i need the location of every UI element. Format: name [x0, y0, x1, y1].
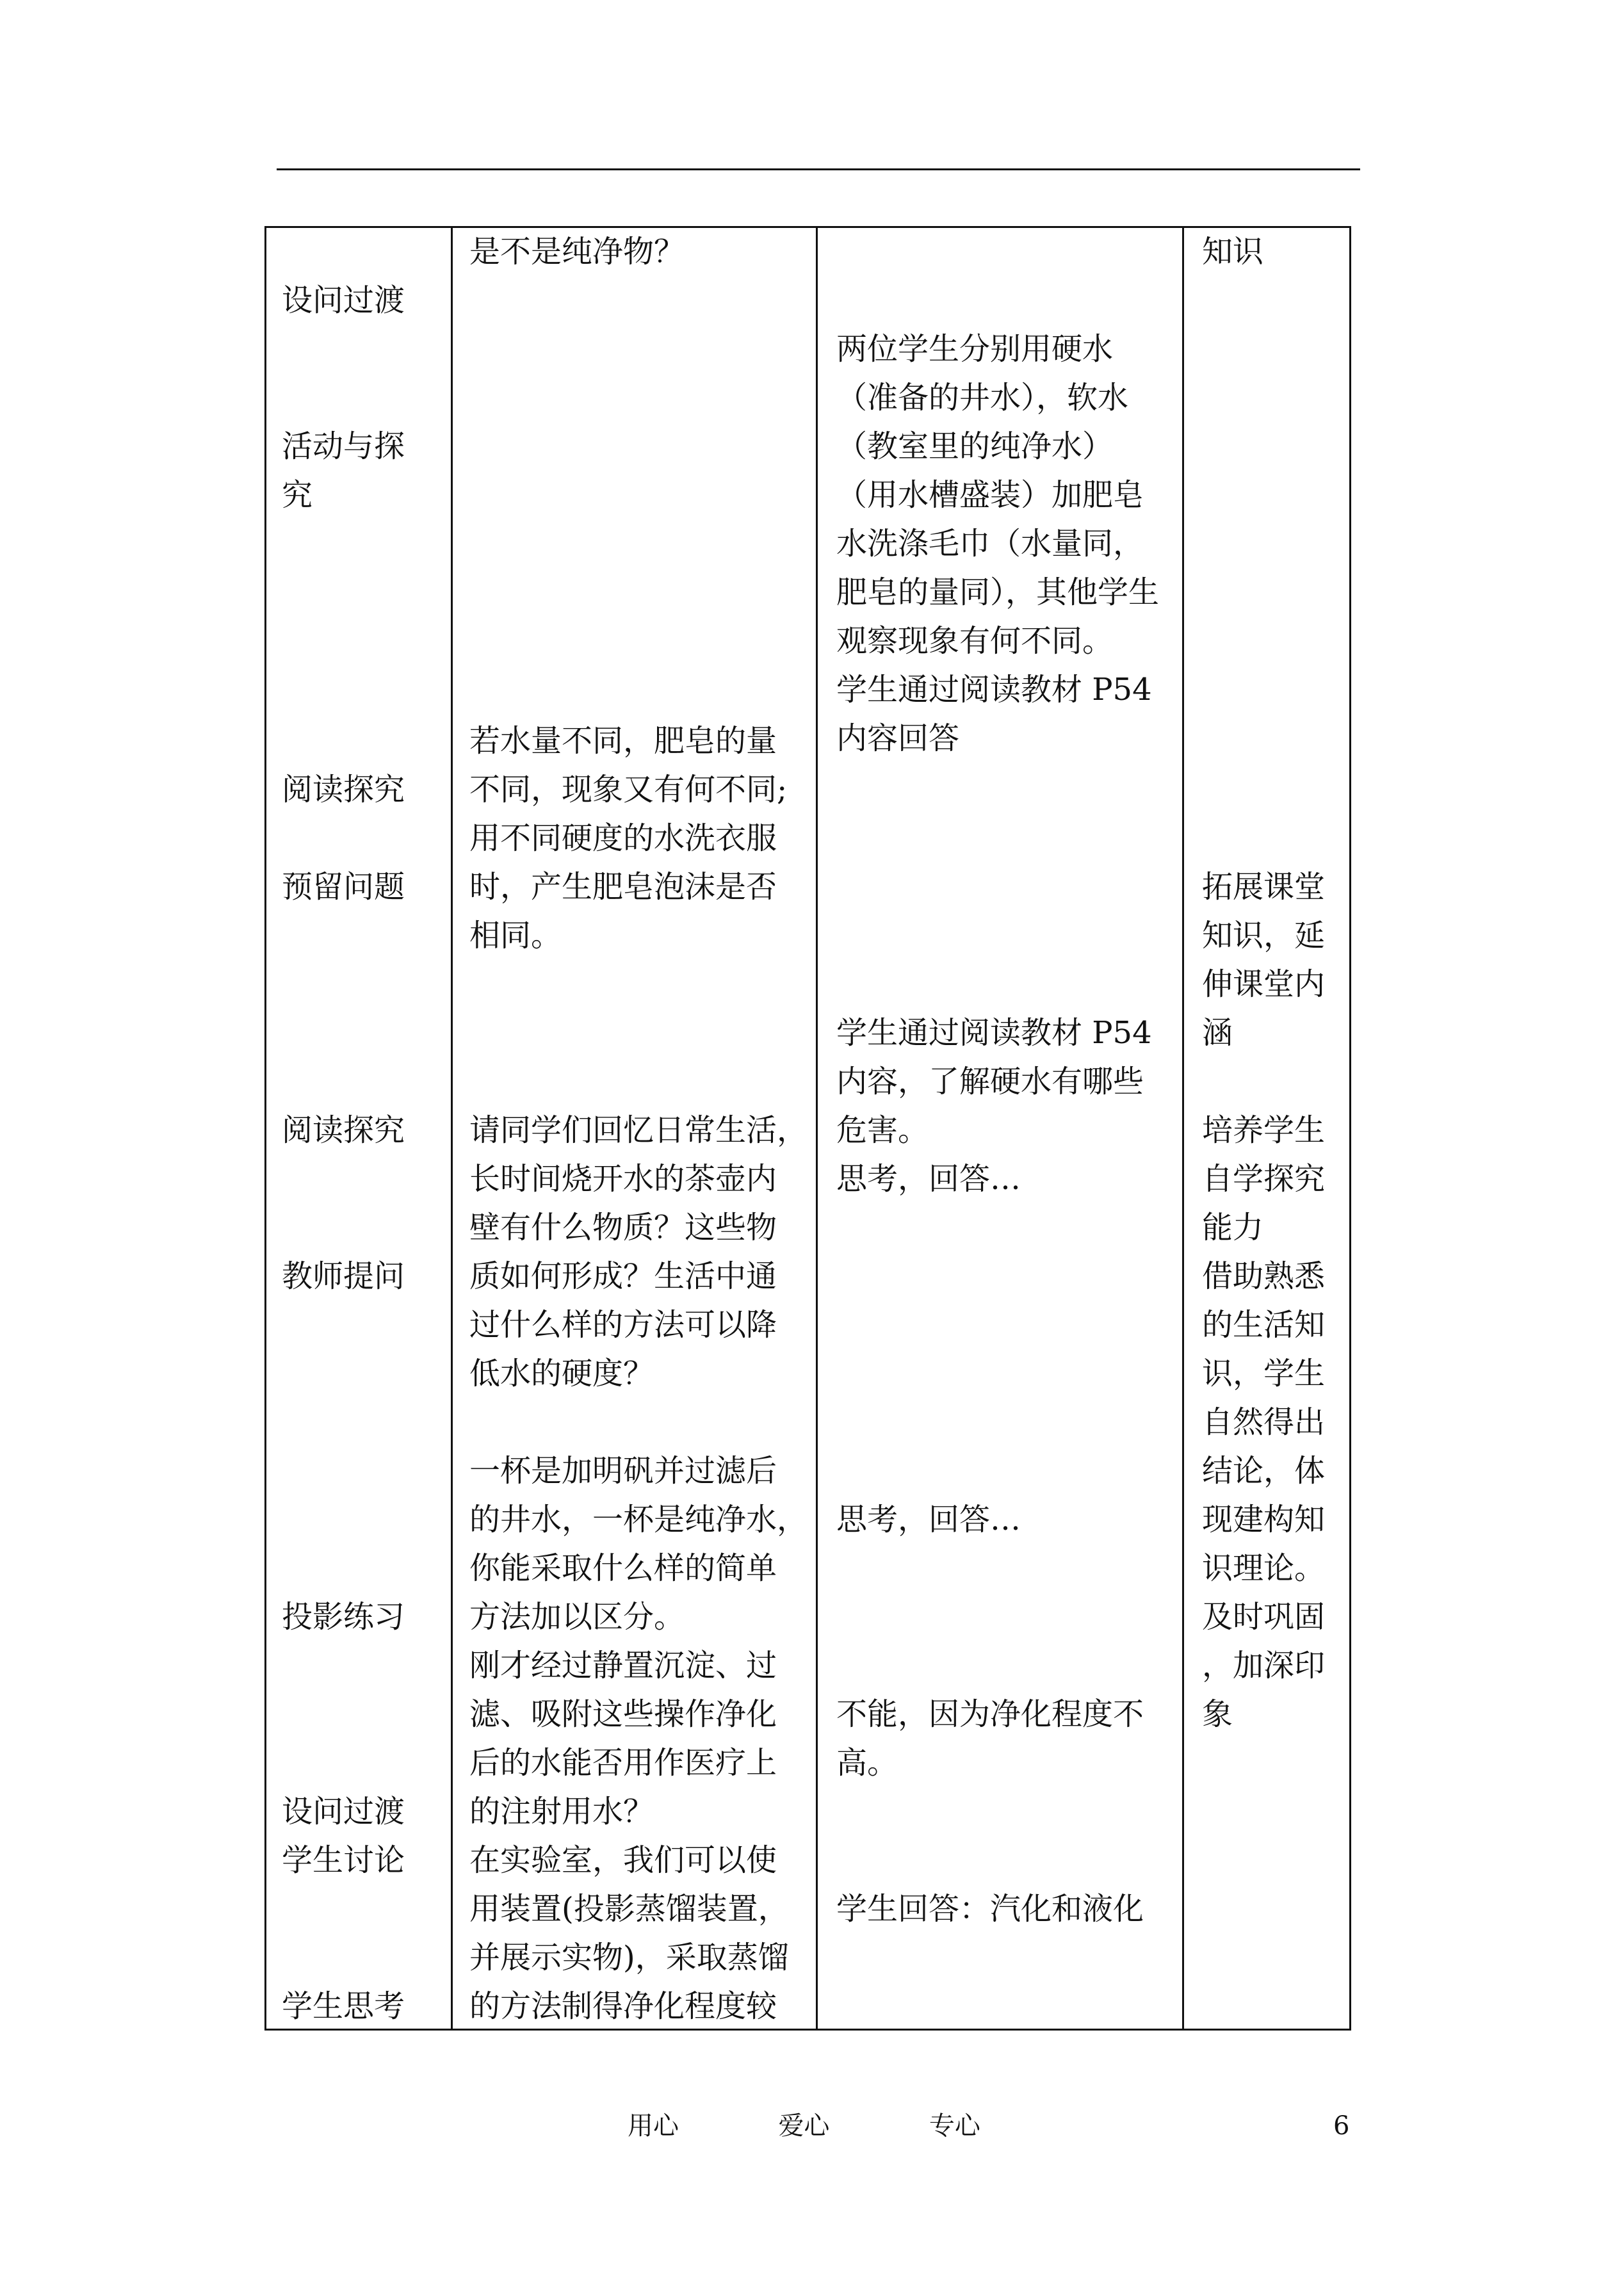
column-divider	[451, 228, 453, 2029]
teacher-text-line: 滤、吸附这些操作净化	[469, 1696, 777, 1732]
student-text-line: 不能，因为净化程度不	[836, 1696, 1144, 1732]
stage-label: 学生讨论	[282, 1842, 405, 1878]
student-text-line: 危害。	[836, 1112, 929, 1148]
intent-text-line: 结论，体	[1202, 1453, 1326, 1489]
teacher-text-line: 一杯是加明矾并过滤后	[469, 1453, 777, 1489]
student-text-line: 水洗涤毛巾（水量同，	[836, 526, 1144, 562]
student-text-line: 肥皂的量同），其他学生	[836, 574, 1160, 610]
teacher-text-line: 方法加以区分。	[469, 1599, 685, 1635]
teacher-text-line: 时，产生肥皂泡沫是否	[469, 869, 777, 905]
teacher-text-line: 在实验室，我们可以使	[469, 1842, 777, 1878]
teacher-text-line: 过什么样的方法可以降	[469, 1307, 777, 1343]
intent-text-line: 识，学生	[1202, 1356, 1326, 1391]
teacher-text-line: 质如何形成？生活中通	[469, 1258, 777, 1294]
teacher-text-line: 你能采取什么样的简单	[469, 1550, 777, 1586]
stage-label: 预留问题	[282, 869, 405, 905]
stage-label: 阅读探究	[282, 1112, 405, 1148]
student-text-line: 内容回答	[836, 720, 960, 756]
lesson-table	[264, 226, 1351, 2031]
column-divider	[1182, 228, 1184, 2029]
teacher-text-line: 刚才经过静置沉淀、过	[469, 1648, 777, 1683]
footer-label: 专心	[929, 2111, 980, 2141]
teacher-text-line: 长时间烧开水的茶壶内	[469, 1161, 777, 1197]
teacher-text-line: 用装置(投影蒸馏装置，	[469, 1891, 789, 1927]
intent-text-line: 的生活知	[1202, 1307, 1326, 1343]
stage-label: 活动与探	[282, 428, 405, 464]
intent-text-line: 涵	[1202, 1015, 1233, 1051]
student-text-line: 两位学生分别用硬水	[836, 331, 1114, 367]
intent-text-line: 识理论。	[1202, 1550, 1326, 1586]
student-text-line: 学生回答：汽化和液化	[836, 1891, 1144, 1927]
student-text-line: 学生通过阅读教材 P54	[836, 672, 1152, 708]
footer-labels	[628, 2107, 980, 2145]
stage-label: 教师提问	[282, 1258, 405, 1294]
header-rule	[277, 168, 1360, 170]
teacher-text-line: 请同学们回忆日常生活，	[469, 1112, 808, 1148]
stage-label: 究	[282, 477, 313, 513]
teacher-text-line: 壁有什么物质？这些物	[469, 1210, 777, 1245]
teacher-text-line: 若水量不同，肥皂的量	[469, 723, 777, 759]
intent-text-line: 知识，延	[1202, 918, 1326, 953]
page-number: 6	[1333, 2111, 1350, 2141]
intent-text-line: 现建构知	[1202, 1502, 1326, 1537]
intent-text-line: 伸课堂内	[1202, 966, 1326, 1002]
teacher-text-line: 低水的硬度？	[469, 1356, 654, 1391]
intent-text-line: ，加深印	[1202, 1648, 1326, 1683]
teacher-text-line: 相同。	[469, 918, 562, 953]
stage-label: 学生思考	[282, 1988, 405, 2024]
stage-label: 投影练习	[282, 1599, 405, 1635]
footer-label: 用心	[628, 2111, 679, 2141]
intent-text-line: 知识	[1202, 234, 1264, 270]
student-text-line: 思考，回答…	[836, 1502, 1021, 1537]
intent-text-line: 自然得出	[1202, 1404, 1326, 1440]
teacher-text-line: 的方法制得净化程度较	[469, 1988, 777, 2024]
intent-text-line: 能力	[1202, 1210, 1264, 1245]
teacher-text-line: 后的水能否用作医疗上	[469, 1745, 777, 1781]
teacher-text-line: 用不同硬度的水洗衣服	[469, 820, 777, 856]
footer-label: 爱心	[778, 2111, 830, 2141]
intent-text-line: 及时巩固	[1202, 1599, 1326, 1635]
student-text-line: 观察现象有何不同。	[836, 623, 1114, 659]
student-text-line: 学生通过阅读教材 P54	[836, 1015, 1152, 1051]
teacher-text-line: 不同，现象又有何不同;	[469, 772, 788, 807]
student-text-line: 高。	[836, 1745, 898, 1781]
column-divider	[816, 228, 818, 2029]
intent-text-line: 象	[1202, 1696, 1233, 1732]
stage-label: 设问过渡	[282, 282, 405, 318]
teacher-text-line: 并展示实物)，采取蒸馏	[469, 1940, 789, 1975]
intent-text-line: 自学探究	[1202, 1161, 1326, 1197]
student-text-line: 内容，了解硬水有哪些	[836, 1064, 1144, 1099]
intent-text-line: 拓展课堂	[1202, 869, 1326, 905]
student-text-line: 思考，回答…	[836, 1161, 1021, 1197]
stage-label: 阅读探究	[282, 772, 405, 807]
teacher-text-line: 的井水，一杯是纯净水，	[469, 1502, 808, 1537]
stage-label: 设问过渡	[282, 1794, 405, 1829]
intent-text-line: 借助熟悉	[1202, 1258, 1326, 1294]
teacher-text-line: 是不是纯净物？	[469, 234, 685, 270]
teacher-text-line: 的注射用水？	[469, 1794, 654, 1829]
student-text-line: （准备的井水），软水	[836, 380, 1129, 416]
intent-text-line: 培养学生	[1202, 1112, 1326, 1148]
student-text-line: （用水槽盛装）加肥皂	[836, 477, 1144, 513]
student-text-line: （教室里的纯净水）	[836, 428, 1114, 464]
